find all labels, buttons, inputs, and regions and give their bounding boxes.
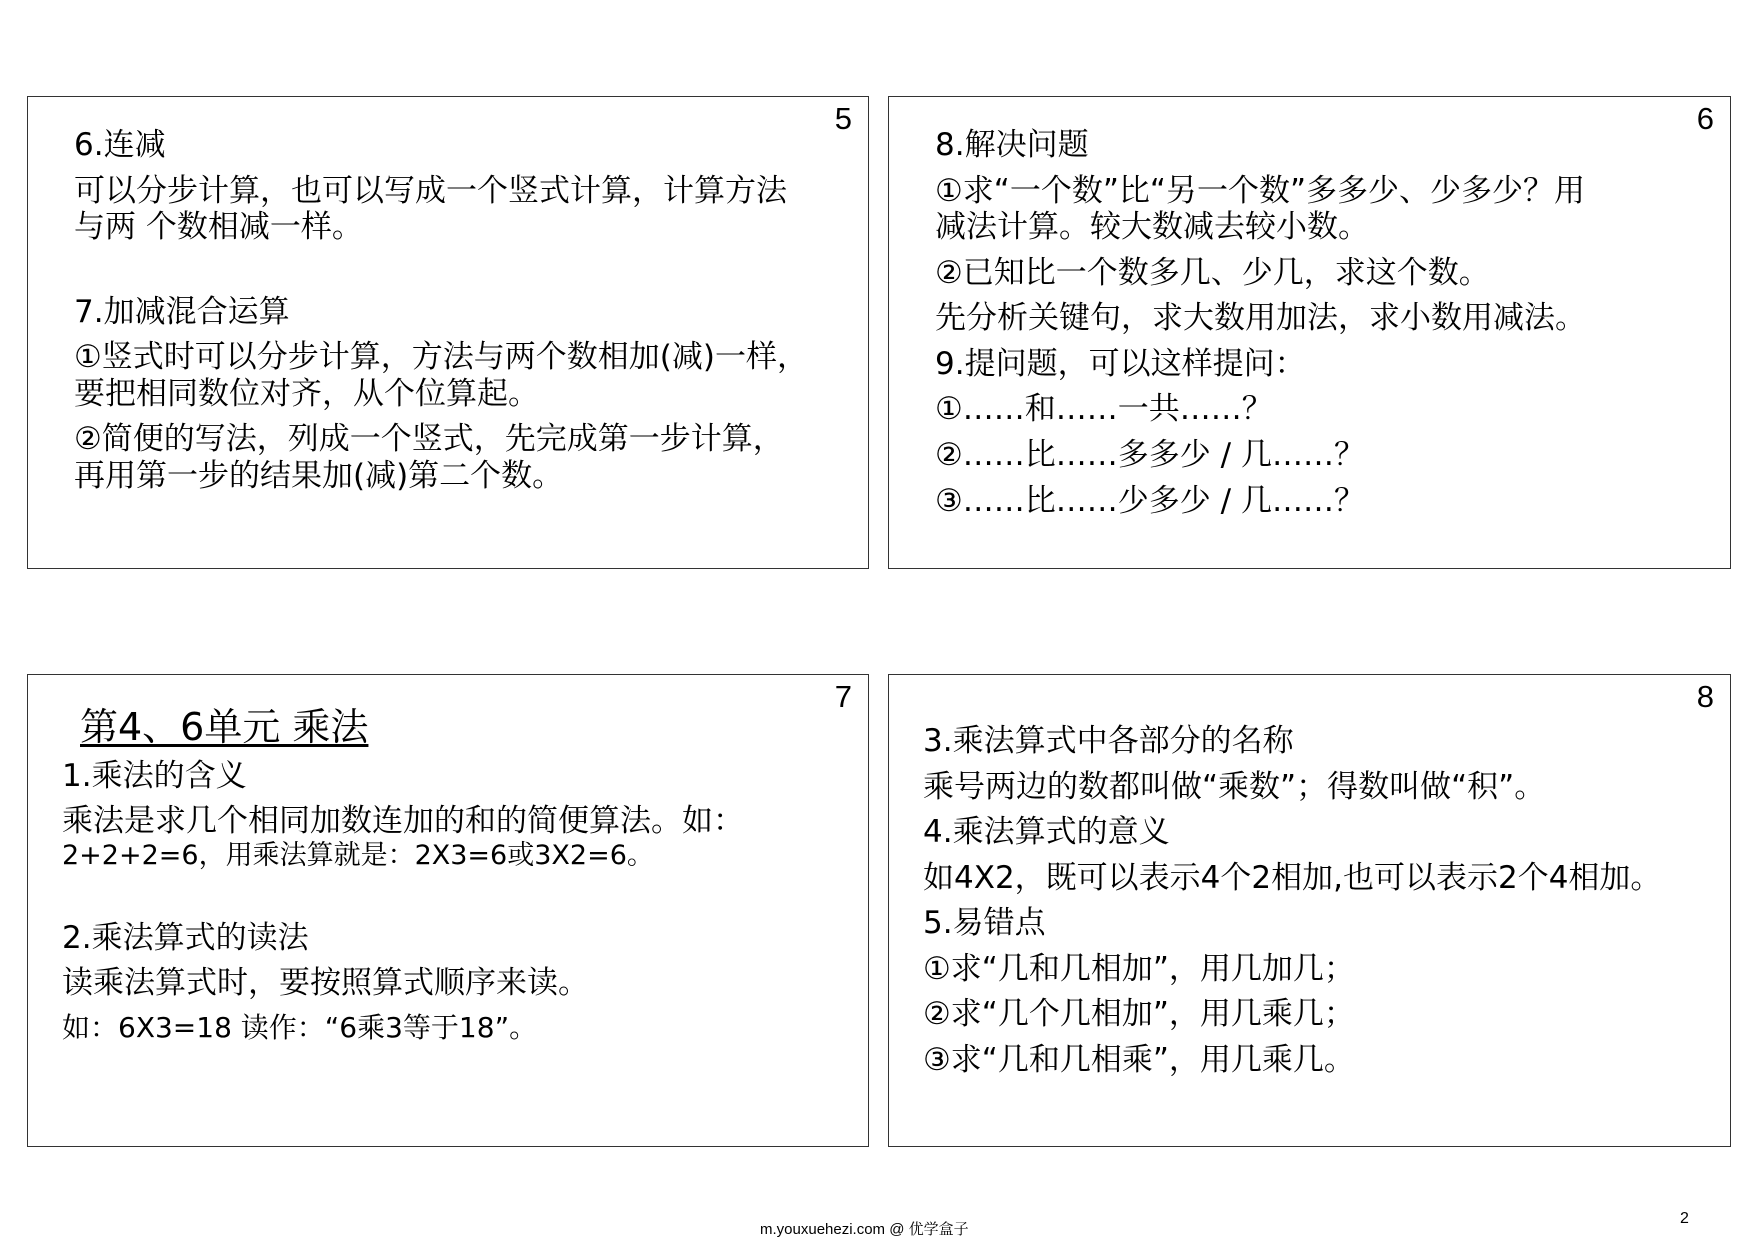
text-line: 可以分步计算，也可以写成一个竖式计算，计算方法 [74, 172, 787, 209]
text-line: 如：6X3=18 读作：“6乘3等于18”。 [62, 1011, 538, 1044]
slide-5 [27, 96, 869, 569]
text-line: ②简便的写法，列成一个竖式，先完成第一步计算， [74, 421, 784, 458]
text-line: ②求“几个几相加”，用几乘几； [923, 996, 1355, 1033]
heading-7: 7.加减混合运算 [74, 293, 290, 330]
heading-4: 4.乘法算式的意义 [923, 814, 1170, 851]
slide-7 [27, 674, 869, 1147]
footer-site: m.youxuehezi.com @ 优学盒子 [760, 1221, 969, 1238]
text-line: ②已知比一个数多几、少几，求这个数。 [935, 254, 1490, 291]
text-line: 再用第一步的结果加(减)第二个数。 [74, 458, 564, 495]
slide-number: 7 [834, 679, 852, 714]
text-line: ③求“几和几相乘”，用几乘几。 [923, 1042, 1355, 1079]
slide-6 [888, 96, 1731, 569]
slide-8 [888, 674, 1731, 1147]
text-line: 与两 个数相减一样。 [74, 209, 363, 246]
text-line: ②……比……多多少 / 几……？ [935, 437, 1365, 474]
slide-content [935, 127, 1586, 519]
slide-content [74, 127, 808, 495]
page-number: 2 [1680, 1210, 1689, 1227]
text-line: 2+2+2=6，用乘法算就是：2X3=6或3X2=6。 [62, 839, 654, 871]
text-line: 读乘法算式时，要按照算式顺序来读。 [62, 965, 589, 1002]
heading-5: 5.易错点 [923, 905, 1046, 942]
heading-2: 2.乘法算式的读法 [62, 919, 309, 956]
text-line: 先分析关键句，求大数用加法，求小数用减法。 [935, 300, 1586, 337]
heading-9: 9.提问题，可以这样提问： [935, 345, 1306, 382]
heading-8: 8.解决问题 [935, 127, 1089, 163]
text-line: 要把相同数位对齐，从个位算起。 [74, 375, 539, 412]
text-line: ①……和……一共……？ [935, 391, 1273, 428]
text-line: 如4X2，既可以表示4个2相加,也可以表示2个4相加。 [923, 859, 1662, 896]
text-line: 乘号两边的数都叫做“乘数”；得数叫做“积”。 [923, 768, 1546, 805]
heading-3: 3.乘法算式中各部分的名称 [923, 723, 1294, 759]
slide-content [923, 723, 1661, 1079]
text-line: 乘法是求几个相同加数连加的和的简便算法。如： [62, 803, 744, 840]
heading-6: 6.连减 [74, 127, 166, 163]
slide-content [62, 705, 744, 1044]
heading-1: 1.乘法的含义 [62, 757, 247, 794]
text-line: ③……比……少多少 / 几……？ [935, 482, 1365, 519]
slide-number: 6 [1696, 101, 1714, 136]
slide-number: 5 [834, 101, 852, 136]
text-line: ①求“一个数”比“另一个数”多多少、少多少？用 [935, 172, 1586, 209]
text-line: ①求“几和几相加”，用几加几； [923, 950, 1355, 987]
text-line: 减法计算。较大数减去较小数。 [935, 209, 1369, 246]
unit-title: 第4、6单元 乘法 [80, 705, 369, 749]
slide-number: 8 [1696, 679, 1714, 714]
text-line: ①竖式时可以分步计算，方法与两个数相加(减)一样， [74, 339, 808, 376]
